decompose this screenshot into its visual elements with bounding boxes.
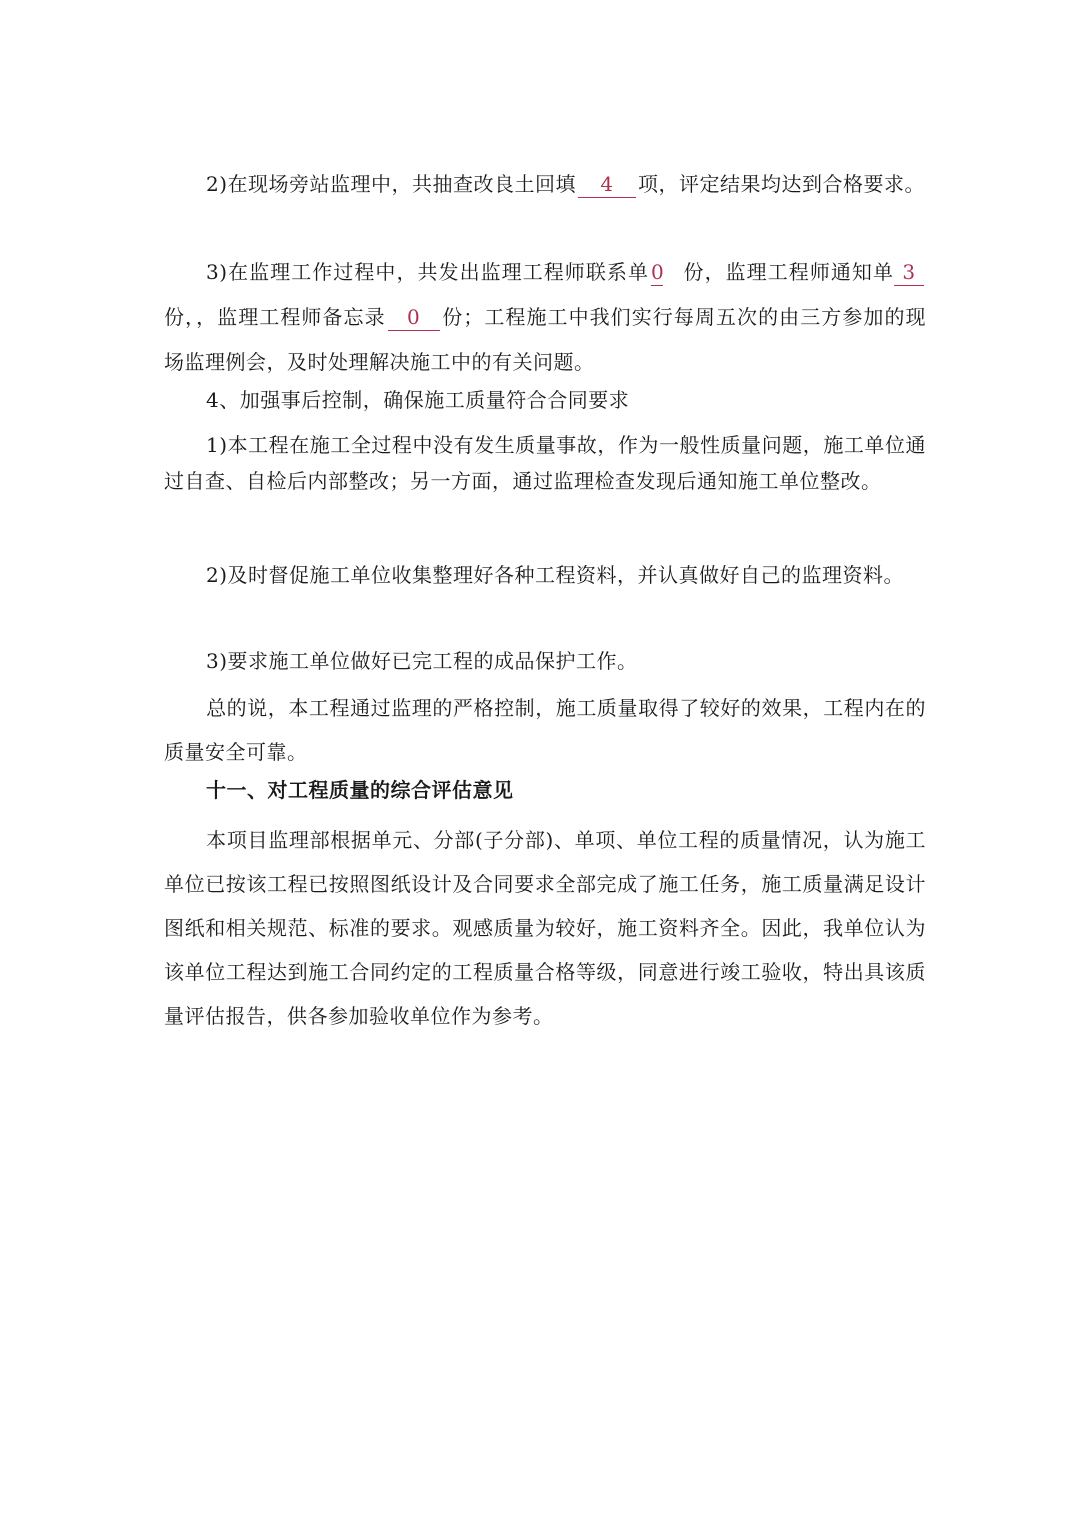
paragraph-assessment-opinion: 本项目监理部根据单元、分部(子分部)、单项、单位工程的质量情况，认为施工单位已按该工程已按照图纸设计及合同要求全部完成了施工任务，施工质量满足设计图纸和相关规范、标准的要求。观感质量为较好，施工资料齐全。因此，我单位认为该单位工程达到施工合同约定的工程质量合格等级，同意进行竣工验收，特出具该质量评估报告，供各参加验收单位作为参考。 [164,828,926,1028]
fill-notice-sheets: 3 [894,259,924,286]
fill-count-inspections: 4 [578,171,636,198]
paragraph-rammed-fill-inspection: 2)在现场旁站监理中，共抽查改良土回填 4 项，评定结果均达到合格要求。 [206,172,926,196]
paragraph-collect-documents: 2)及时督促施工单位收集整理好各种工程资料，并认真做好自己的监理资料。 [206,563,905,587]
section-heading-overall-assessment: 十一、对工程质量的综合评估意见 [206,778,514,802]
section-heading-post-control: 4、加强事后控制，确保施工质量符合合同要求 [206,388,630,412]
paragraph-summary: 总的说，本工程通过监理的严格控制，施工质量取得了较好的效果，工程内在的质量安全可靠。 [164,696,926,764]
fill-contact-sheets: 0 [651,260,665,284]
fill-memorandums: 0 [388,304,440,331]
paragraph-no-quality-accidents: 1)本工程在施工全过程中没有发生质量事故，作为一般性质量问题，施工单位通过自查、自检后内部整改；另一方面，通过监理检查发现后通知施工单位整改。 [164,433,926,493]
paragraph-product-protection: 3)要求施工单位做好已完工程的成品保护工作。 [206,649,638,673]
paragraph-supervision-documents: 3)在监理工作过程中，共发出监理工程师联系单 0 份，监理工程师通知单 3份，，监理工程师备忘录 0 份；工程施工中我们实行每周五次的由三方参加的现场监理例会，及时处理解决施工中的有关问题。 [164,260,927,374]
